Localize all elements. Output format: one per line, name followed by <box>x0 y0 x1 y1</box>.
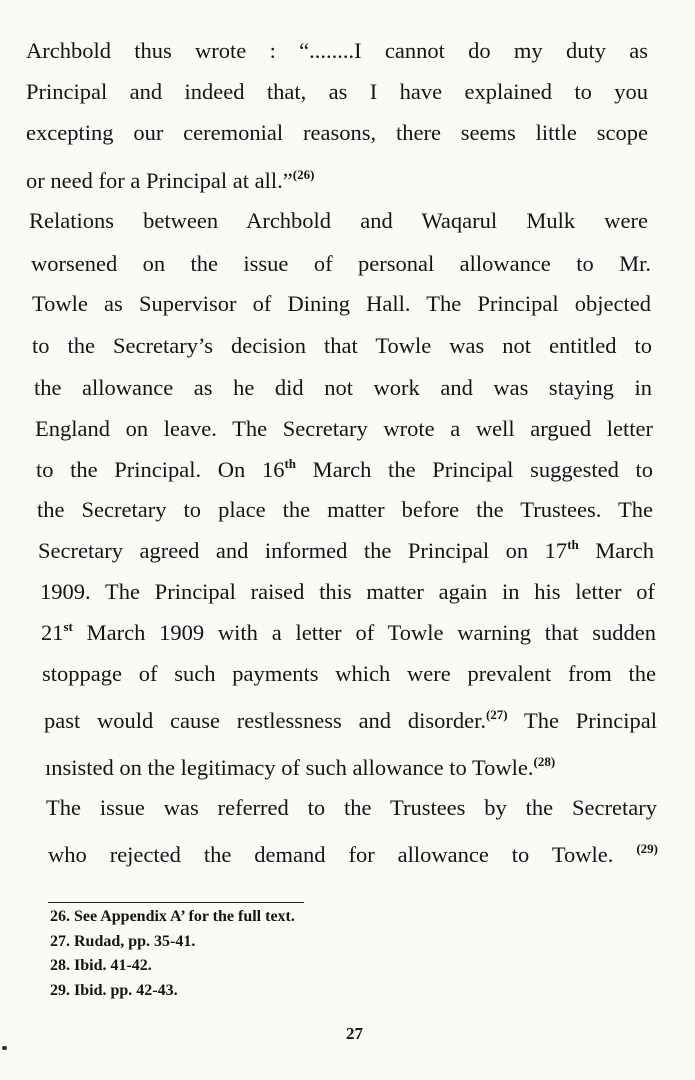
line-text: ınsisted on the legitimacy of such allowance to Towle. <box>45 755 534 780</box>
line-text: the allowance as he did not work and was staying in <box>34 375 652 400</box>
text-line-14 <box>40 578 655 606</box>
line-text: or need for a Principal at all.” <box>26 168 293 193</box>
footnote-ref-26: (26) <box>292 167 315 182</box>
line-text: March <box>578 538 654 563</box>
text-line-12 <box>37 496 653 524</box>
footnote-divider <box>48 902 304 903</box>
text-line-2 <box>26 78 648 106</box>
line-text: worsened on the issue of personal allowance to Mr. <box>31 251 651 276</box>
text-line-18 <box>45 754 555 782</box>
line-text: to the Secretary’s decision that Towle was not entitled to <box>32 333 652 358</box>
text-line-9 <box>34 374 652 402</box>
text-line-11 <box>36 456 653 484</box>
line-text: England on leave. The Secretary wrote a well argued letter <box>35 416 653 441</box>
text-line-15 <box>41 619 656 647</box>
line-text: 21 <box>41 620 64 645</box>
text-line-3 <box>26 119 648 147</box>
text-line-4 <box>26 167 314 195</box>
line-text: Relations between Archbold and Waqarul Mulk were <box>29 208 648 233</box>
text-line-20 <box>48 841 658 869</box>
text-line-19 <box>46 794 657 822</box>
text-line-17 <box>44 707 657 735</box>
ordinal-suffix: th <box>567 537 579 552</box>
line-text: Principal and indeed that, as I have explained to you <box>26 79 648 104</box>
footnote-ref-29: (29) <box>636 841 658 856</box>
footnote-28: 28. Ibid. 41-42. <box>50 957 152 974</box>
text-line-5 <box>29 207 648 235</box>
line-text: to the Principal. On 16 <box>36 457 285 482</box>
text-line-7 <box>32 290 651 318</box>
line-text: The Principal <box>507 708 657 733</box>
text-line-13 <box>38 537 654 565</box>
line-text: The issue was referred to the Trustees by the Secretary <box>46 795 657 820</box>
line-text: 1909. The Principal raised this matter again in his letter of <box>40 579 655 604</box>
ordinal-suffix: st <box>63 619 73 634</box>
footnote-27: 27. Rudad, pp. 35-41. <box>50 933 196 950</box>
ordinal-suffix: th <box>284 456 297 471</box>
text-line-1 <box>26 37 648 65</box>
page-number: 27 <box>346 1024 363 1043</box>
line-text: past would cause restlessness and disorder. <box>44 708 486 733</box>
text-line-6 <box>31 250 651 278</box>
footnote-ref-28: (28) <box>533 754 556 769</box>
line-text: stoppage of such payments which were prevalent from the <box>42 661 656 686</box>
line-text: who rejected the demand for allowance to Towle. <box>48 842 614 867</box>
line-text: the Secretary to place the matter before the Trustees. The <box>37 497 653 522</box>
line-text: March 1909 with a letter of Towle warning that sudden <box>72 620 656 645</box>
line-text: excepting our ceremonial reasons, there seems little scope <box>26 120 648 145</box>
line-text: Towle as Supervisor of Dining Hall. The Principal objected <box>32 291 651 316</box>
line-text: Secretary agreed and informed the Principal on 17 <box>38 538 568 563</box>
footnote-26: 26. See Appendix A’ for the full text. <box>50 908 295 925</box>
line-text: Archbold thus wrote : “........I cannot do my duty as <box>26 38 648 63</box>
footnote-ref-27: (27) <box>485 707 508 722</box>
footnote-29: 29. Ibid. pp. 42-43. <box>50 982 178 999</box>
line-text: March the Principal suggested to <box>296 457 653 482</box>
text-line-16 <box>42 660 656 688</box>
text-line-8 <box>32 332 652 360</box>
scan-speck <box>2 1046 7 1050</box>
text-line-10 <box>35 415 653 443</box>
